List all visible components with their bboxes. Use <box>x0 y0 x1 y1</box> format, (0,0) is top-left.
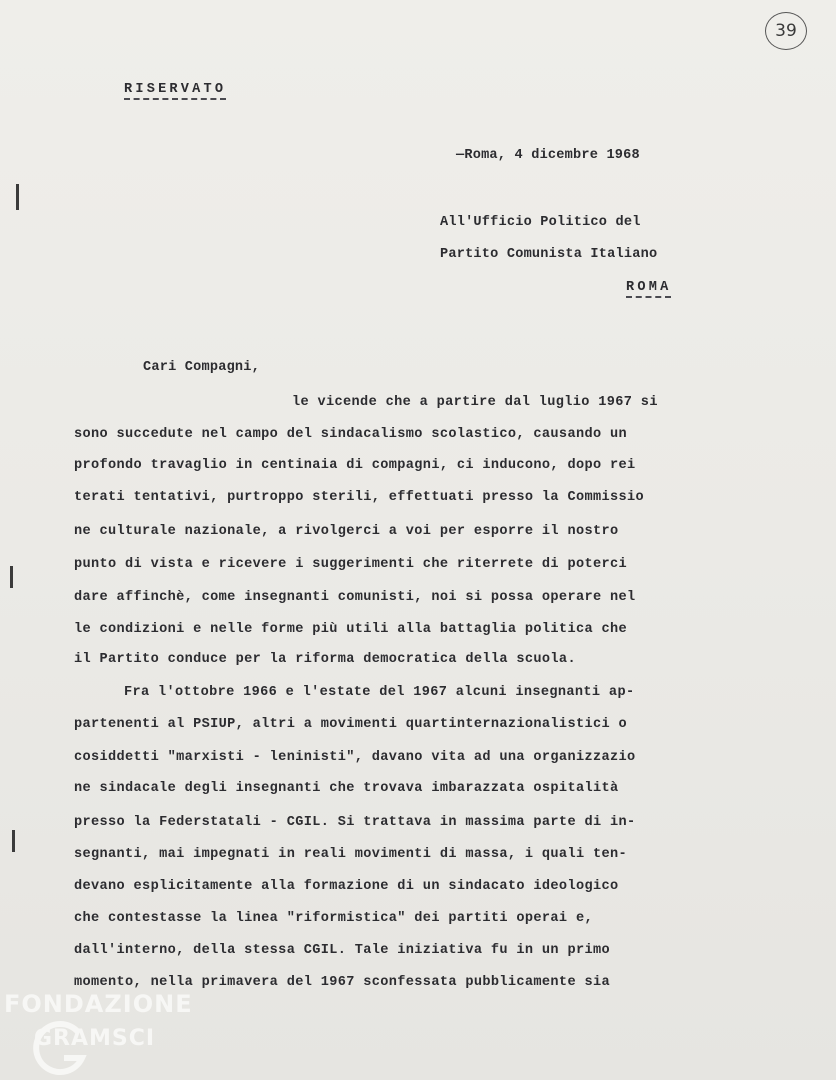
binding-mark <box>10 566 13 588</box>
body-line: momento, nella primavera del 1967 sconfessata pubblicamente sia <box>74 975 610 990</box>
body-line: punto di vista e ricevere i suggerimenti che riterrete di poterci <box>74 557 627 572</box>
body-line: ne sindacale degli insegnanti che trovava imbarazzata ospitalità <box>74 781 619 796</box>
body-line: sono succedute nel campo del sindacalismo scolastico, causando un <box>74 427 627 442</box>
body-line: che contestasse la linea "riformistica" dei partiti operai e, <box>74 911 593 926</box>
body-line: devano esplicitamente alla formazione di un sindacato ideologico <box>74 879 619 894</box>
watermark-text-top: FONDAZIONE <box>4 990 193 1018</box>
body-line: ne culturale nazionale, a rivolgerci a voi per esporre il nostro <box>74 524 619 539</box>
body-line: segnanti, mai impegnati in reali movimenti di massa, i quali ten- <box>74 847 627 862</box>
body-line: profondo travaglio in centinaia di compagni, ci inducono, dopo rei <box>74 458 636 473</box>
body-line: dare affinchè, come insegnanti comunisti, noi si possa operare nel <box>74 590 636 605</box>
binding-mark <box>12 830 15 852</box>
binding-mark <box>16 184 19 210</box>
fondazione-gramsci-watermark <box>4 990 214 1076</box>
page-number-stamp: 39 <box>765 12 807 50</box>
recipient-line-1: All'Ufficio Politico del <box>440 215 641 230</box>
recipient-city: ROMA <box>626 280 671 298</box>
body-line: le vicende che a partire dal luglio 1967 si <box>292 395 658 410</box>
body-line: presso la Federstatali - CGIL. Si trattava in massima parte di in- <box>74 815 636 830</box>
watermark-text-bottom: GRAMSCI <box>34 1026 156 1051</box>
body-line: il Partito conduce per la riforma democratica della scuola. <box>74 652 576 667</box>
body-line: Fra l'ottobre 1966 e l'estate del 1967 alcuni insegnanti ap- <box>124 685 635 700</box>
date-text: Roma, 4 dicembre 1968 <box>464 148 640 163</box>
classification-heading: RISERVATO <box>124 82 226 100</box>
body-line: cosiddetti "marxisti - leninisti", davano vita ad una organizzazio <box>74 750 636 765</box>
body-line: terati tentativi, purtroppo sterili, effettuati presso la Commissio <box>74 490 645 505</box>
salutation: Cari Compagni, <box>143 360 261 375</box>
date-line: —Roma, 4 dicembre 1968 <box>456 148 640 163</box>
recipient-line-2: Partito Comunista Italiano <box>440 247 658 262</box>
body-line: le condizioni e nelle forme più utili alla battaglia politica che <box>74 622 627 637</box>
body-line: partenenti al PSIUP, altri a movimenti quartinternazionalistici o <box>74 717 627 732</box>
body-line: dall'interno, della stessa CGIL. Tale iniziativa fu in un primo <box>74 943 610 958</box>
